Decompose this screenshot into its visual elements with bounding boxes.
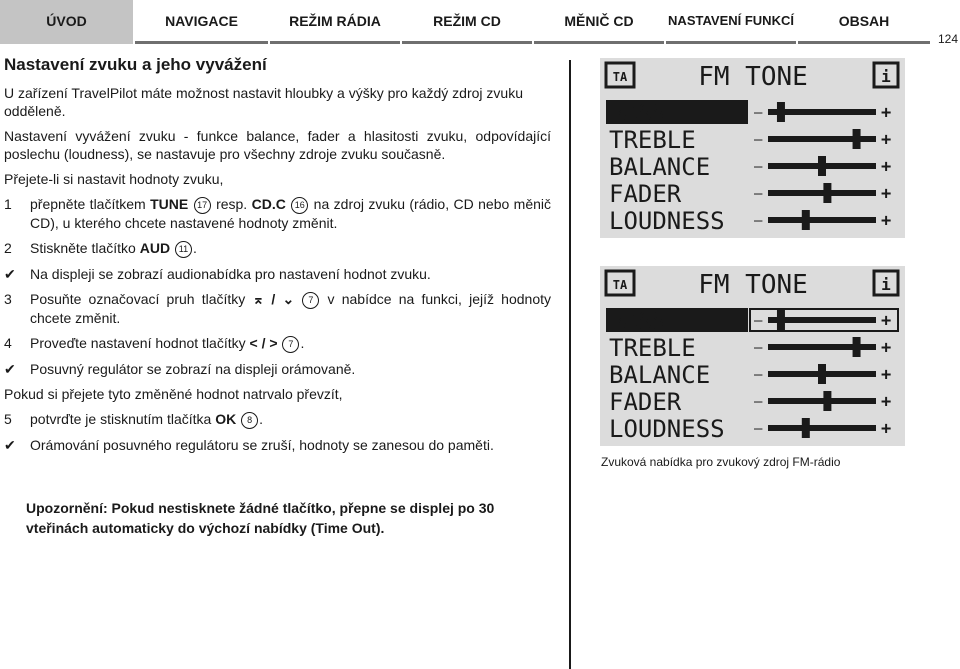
slider-knob — [777, 310, 785, 330]
ta-icon-label: TA — [612, 70, 628, 84]
menu-item-balance: BALANCE — [609, 153, 711, 181]
menu-item-loudness: LOUDNESS — [609, 415, 725, 443]
step-number: 1 — [4, 196, 12, 212]
check-icon: ✔ — [4, 266, 16, 282]
lcd-screen-2 — [600, 266, 905, 446]
paragraph: Pokud si přejete tyto změněné hodnot natrvalo převzít, — [4, 386, 343, 402]
page-title: Nastavení zvuku a jeho vyvážení — [4, 55, 267, 74]
menu-item-treble: TREBLE — [609, 334, 696, 362]
info-icon-label: i — [881, 275, 891, 294]
lcd-display-2 — [600, 266, 905, 446]
tab-rezim-radia[interactable]: REŽIM RÁDIA — [270, 0, 400, 44]
tab-navigace[interactable]: NAVIGACE — [135, 0, 268, 44]
slider-plus: + — [881, 338, 892, 358]
menu-item-bass: BASS — [609, 99, 667, 127]
menu-item-fader: FADER — [609, 388, 682, 416]
key-number-icon: 8 — [241, 412, 258, 429]
slider-knob — [777, 102, 785, 122]
step-text: Stiskněte tlačítko AUD 11 . — [30, 240, 197, 256]
step-text: potvrďte je stisknutím tlačítka OK 8 . — [30, 411, 264, 427]
paragraph: Nastavení vyvážení zvuku - funkce balance, fader a hlasitosti zvuku, odpovídající poslechu (loudness), se nastavuje pro všechny zdroje zvuku současně. — [4, 128, 551, 162]
column-divider — [569, 60, 571, 669]
figure-caption: Zvuková nabídka pro zvukový zdroj FM-rádio — [601, 455, 841, 469]
slider-plus: + — [881, 311, 892, 331]
check-icon: ✔ — [4, 361, 16, 377]
step-3 — [4, 290, 551, 327]
slider-minus: — — [754, 394, 763, 410]
slider-minus: — — [754, 313, 763, 329]
tab-rezim-cd[interactable]: REŽIM CD — [402, 0, 532, 44]
step-check-2 — [4, 360, 551, 378]
ok-key-label: OK — [215, 411, 237, 427]
menu-item-loudness: LOUDNESS — [609, 207, 725, 235]
menu-item-bass: BASS — [609, 307, 667, 335]
slider-plus: + — [881, 392, 892, 412]
info-icon-label: i — [881, 67, 891, 86]
ta-icon-label: TA — [612, 278, 628, 292]
step-text: přepněte tlačítkem TUNE 17 resp. CD.C 16 na zdroj zvuku (rádio, CD nebo měnič CD), u kterého chcete nastavené hodnoty změnit. — [30, 196, 552, 231]
slider-minus: — — [754, 340, 763, 356]
key-number-icon: 17 — [194, 197, 211, 214]
step-text: Orámování posuvného regulátoru se zruší, hodnoty se zanesou do paměti. — [30, 437, 494, 453]
slider-plus: + — [881, 365, 892, 385]
step-text: Proveďte nastavení hodnot tlačítky < / > 7 . — [30, 335, 305, 351]
menu-item-balance: BALANCE — [609, 361, 711, 389]
top-navigation — [0, 0, 932, 44]
slider-knob — [818, 364, 826, 384]
step-check-3 — [4, 436, 551, 454]
slider-minus: — — [754, 367, 763, 383]
tab-uvod[interactable]: ÚVOD — [0, 0, 133, 44]
slider-knob — [802, 210, 810, 230]
step-number: 4 — [4, 335, 12, 351]
key-number-icon: 16 — [291, 197, 308, 214]
step-2 — [4, 239, 551, 258]
lcd-header: FM TONE — [698, 62, 808, 92]
key-number-icon: 7 — [302, 292, 319, 309]
menu-item-fader: FADER — [609, 180, 682, 208]
slider-knob — [823, 391, 831, 411]
slider-track — [768, 190, 876, 196]
slider-plus: + — [881, 211, 892, 231]
tab-nastaveni-funkci[interactable]: NASTAVENÍ FUNKCÍ — [666, 0, 796, 44]
slider-minus: — — [754, 186, 763, 202]
slider-minus: — — [754, 213, 763, 229]
slider-knob — [853, 129, 861, 149]
paragraph: Přejete-li si nastavit hodnoty zvuku, — [4, 171, 224, 187]
slider-minus: — — [754, 105, 763, 121]
slider-plus: + — [881, 130, 892, 150]
slider-plus: + — [881, 184, 892, 204]
step-text: Posuňte označovací pruh tlačítky ⌅ / ⌄ 7 v nabídce na funkci, jejíž hodnoty chcete změnit. — [30, 291, 551, 326]
slider-plus: + — [881, 157, 892, 177]
key-number-icon: 7 — [282, 336, 299, 353]
step-text: Na displeji se zobrazí audionabídka pro nastavení hodnot zvuku. — [30, 266, 431, 282]
slider-minus: — — [754, 159, 763, 175]
slider-minus: — — [754, 132, 763, 148]
slider-plus: + — [881, 419, 892, 439]
slider-track — [768, 425, 876, 431]
warning-note: Upozornění: Pokud nestisknete žádné tlačítko, přepne se displej po 30 vteřinách automaticky do výchozí nabídky (Time Out). — [26, 500, 495, 536]
lcd-screen-1 — [600, 58, 905, 238]
tab-obsah[interactable]: OBSAH — [798, 0, 930, 44]
step-4 — [4, 334, 551, 353]
cdc-key-label: CD.C — [251, 196, 286, 212]
slider-minus: — — [754, 421, 763, 437]
lcd-display-1 — [600, 58, 905, 238]
paragraph: U zařízení TravelPilot máte možnost nastavit hloubky a výšky pro každý zdroj zvuku odděleně. — [4, 85, 523, 119]
check-icon: ✔ — [4, 437, 16, 453]
step-text: Posuvný regulátor se zobrazí na displeji orámovaně. — [30, 361, 356, 377]
tab-menic-cd[interactable]: MĚNIČ CD — [534, 0, 664, 44]
slider-track — [768, 217, 876, 223]
key-number-icon: 11 — [175, 241, 192, 258]
slider-knob — [818, 156, 826, 176]
menu-item-treble: TREBLE — [609, 126, 696, 154]
slider-knob — [853, 337, 861, 357]
step-1 — [4, 195, 551, 232]
step-number: 5 — [4, 411, 12, 427]
slider-track — [768, 398, 876, 404]
step-5 — [4, 410, 551, 429]
step-number: 3 — [4, 291, 12, 307]
lcd-header: FM TONE — [698, 270, 808, 300]
aud-key-label: AUD — [139, 240, 171, 256]
step-number: 2 — [4, 240, 12, 256]
slider-knob — [802, 418, 810, 438]
page-number: 124 — [938, 32, 959, 46]
slider-plus: + — [881, 103, 892, 123]
tune-key-label: TUNE — [150, 196, 189, 212]
up-down-arrows-icon: ⌅ / ⌄ — [252, 291, 295, 307]
main-text — [4, 56, 551, 461]
step-check-1 — [4, 265, 551, 283]
left-right-arrows-icon: < / > — [249, 335, 278, 351]
slider-knob — [823, 183, 831, 203]
